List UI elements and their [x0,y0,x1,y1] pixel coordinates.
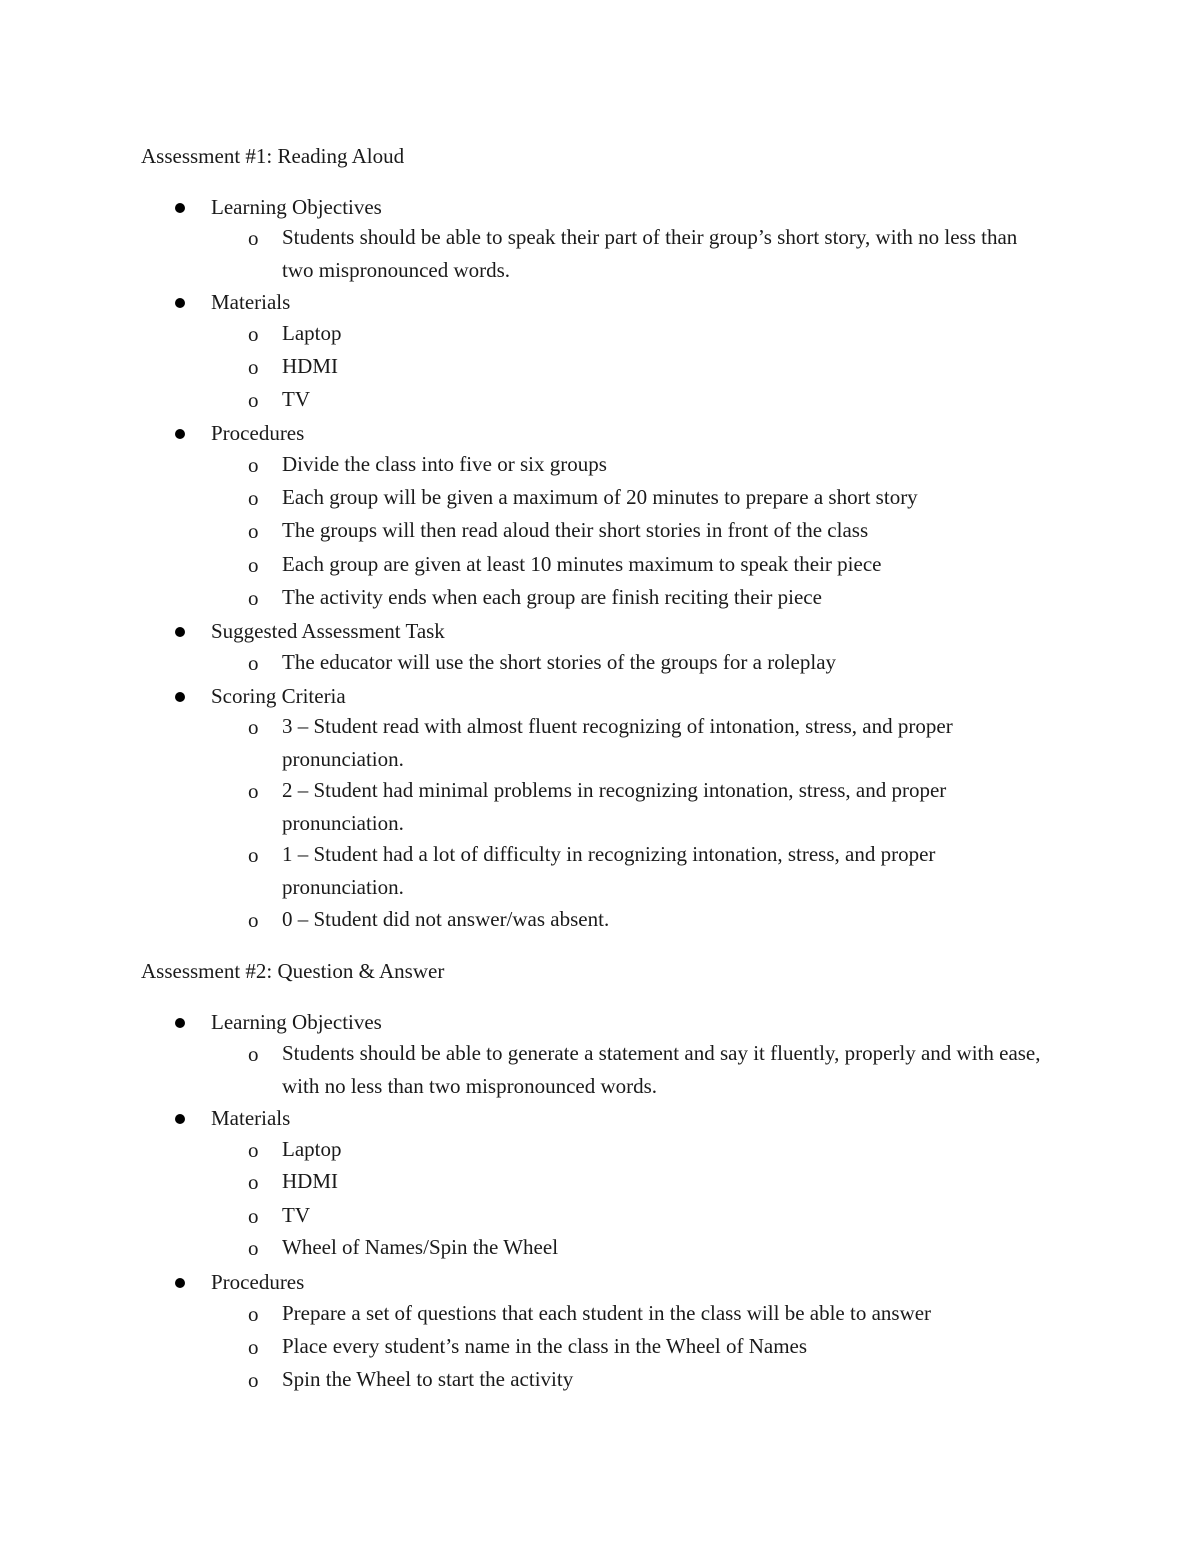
list-item-text: Spin the Wheel to start the activity [282,1367,574,1391]
bullet-icon [175,692,185,702]
sub-bullet-icon: o [248,651,259,675]
list-item-text: 0 – Student did not answer/was absent. [282,907,610,931]
sub-bullet-icon: o [248,553,259,577]
list-item-text: Prepare a set of questions that each student in the class will be able to answer [282,1301,932,1325]
assessment-1-heading: Assessment #1: Reading Aloud [141,144,405,168]
sub-bullet-icon: o [248,1138,259,1162]
list-item-text: Laptop [282,321,342,345]
list-item-text: Laptop [282,1137,342,1161]
sub-bullet-icon: o [248,1368,259,1392]
bullet-label: Suggested Assessment Task [211,619,445,643]
sub-bullet-icon: o [248,486,259,510]
list-item-text: The educator will use the short stories of the groups for a roleplay [282,650,837,674]
sub-bullet-icon: o [248,388,259,412]
bullet-icon [175,1018,185,1028]
list-item-text: 3 – Student read with almost fluent recognizing of intonation, stress, and proper pronunciation. [282,714,953,771]
list-item-text: Each group are given at least 10 minutes maximum to speak their piece [282,552,882,576]
list-item-text: Place every student’s name in the class in the Wheel of Names [282,1334,808,1358]
sub-bullet-icon: o [248,322,259,346]
list-item-text: HDMI [282,354,338,378]
list-item-text: Students should be able to speak their part of their group’s short story, with no less than two mispronounced words. [282,225,1018,282]
bullet-icon [175,627,185,637]
sub-bullet-icon: o [248,1204,259,1228]
bullet-label: Learning Objectives [211,195,382,219]
bullet-label: Scoring Criteria [211,684,346,708]
sub-bullet-icon: o [248,908,259,932]
list-item-text: Wheel of Names/Spin the Wheel [282,1235,559,1259]
list-item-text: Each group will be given a maximum of 20 minutes to prepare a short story [282,485,918,509]
bullet-icon [175,1278,185,1288]
sub-bullet-icon: o [248,453,259,477]
bullet-icon [175,203,185,213]
list-item-text: 2 – Student had minimal problems in recognizing intonation, stress, and proper pronunciation. [282,778,947,835]
list-item-text: Divide the class into five or six groups [282,452,607,476]
sub-bullet-icon: o [248,355,259,379]
sub-bullet-icon: o [248,779,259,803]
sub-bullet-icon: o [248,843,259,867]
bullet-icon [175,298,185,308]
list-item-text: 1 – Student had a lot of difficulty in recognizing intonation, stress, and proper pronunciation. [282,842,936,899]
sub-bullet-icon: o [248,226,259,250]
bullet-label: Learning Objectives [211,1010,382,1034]
sub-bullet-icon: o [248,1170,259,1194]
bullet-icon [175,1114,185,1124]
sub-bullet-icon: o [248,586,259,610]
list-item-text: Students should be able to generate a statement and say it fluently, properly and with ease, with no less than two mispronounced words. [282,1041,1041,1098]
bullet-label: Procedures [211,1270,305,1294]
sub-bullet-icon: o [248,519,259,543]
bullet-label: Materials [211,290,291,314]
sub-bullet-icon: o [248,1236,259,1260]
list-item-text: HDMI [282,1169,338,1193]
sub-bullet-icon: o [248,1335,259,1359]
list-item-text: TV [282,387,310,411]
assessment-2-heading: Assessment #2: Question & Answer [141,959,445,983]
sub-bullet-icon: o [248,1042,259,1066]
bullet-icon [175,429,185,439]
bullet-label: Materials [211,1106,291,1130]
sub-bullet-icon: o [248,1302,259,1326]
list-item-text: The activity ends when each group are finish reciting their piece [282,585,822,609]
list-item-text: TV [282,1203,310,1227]
sub-bullet-icon: o [248,715,259,739]
bullet-label: Procedures [211,421,305,445]
list-item-text: The groups will then read aloud their short stories in front of the class [282,518,869,542]
